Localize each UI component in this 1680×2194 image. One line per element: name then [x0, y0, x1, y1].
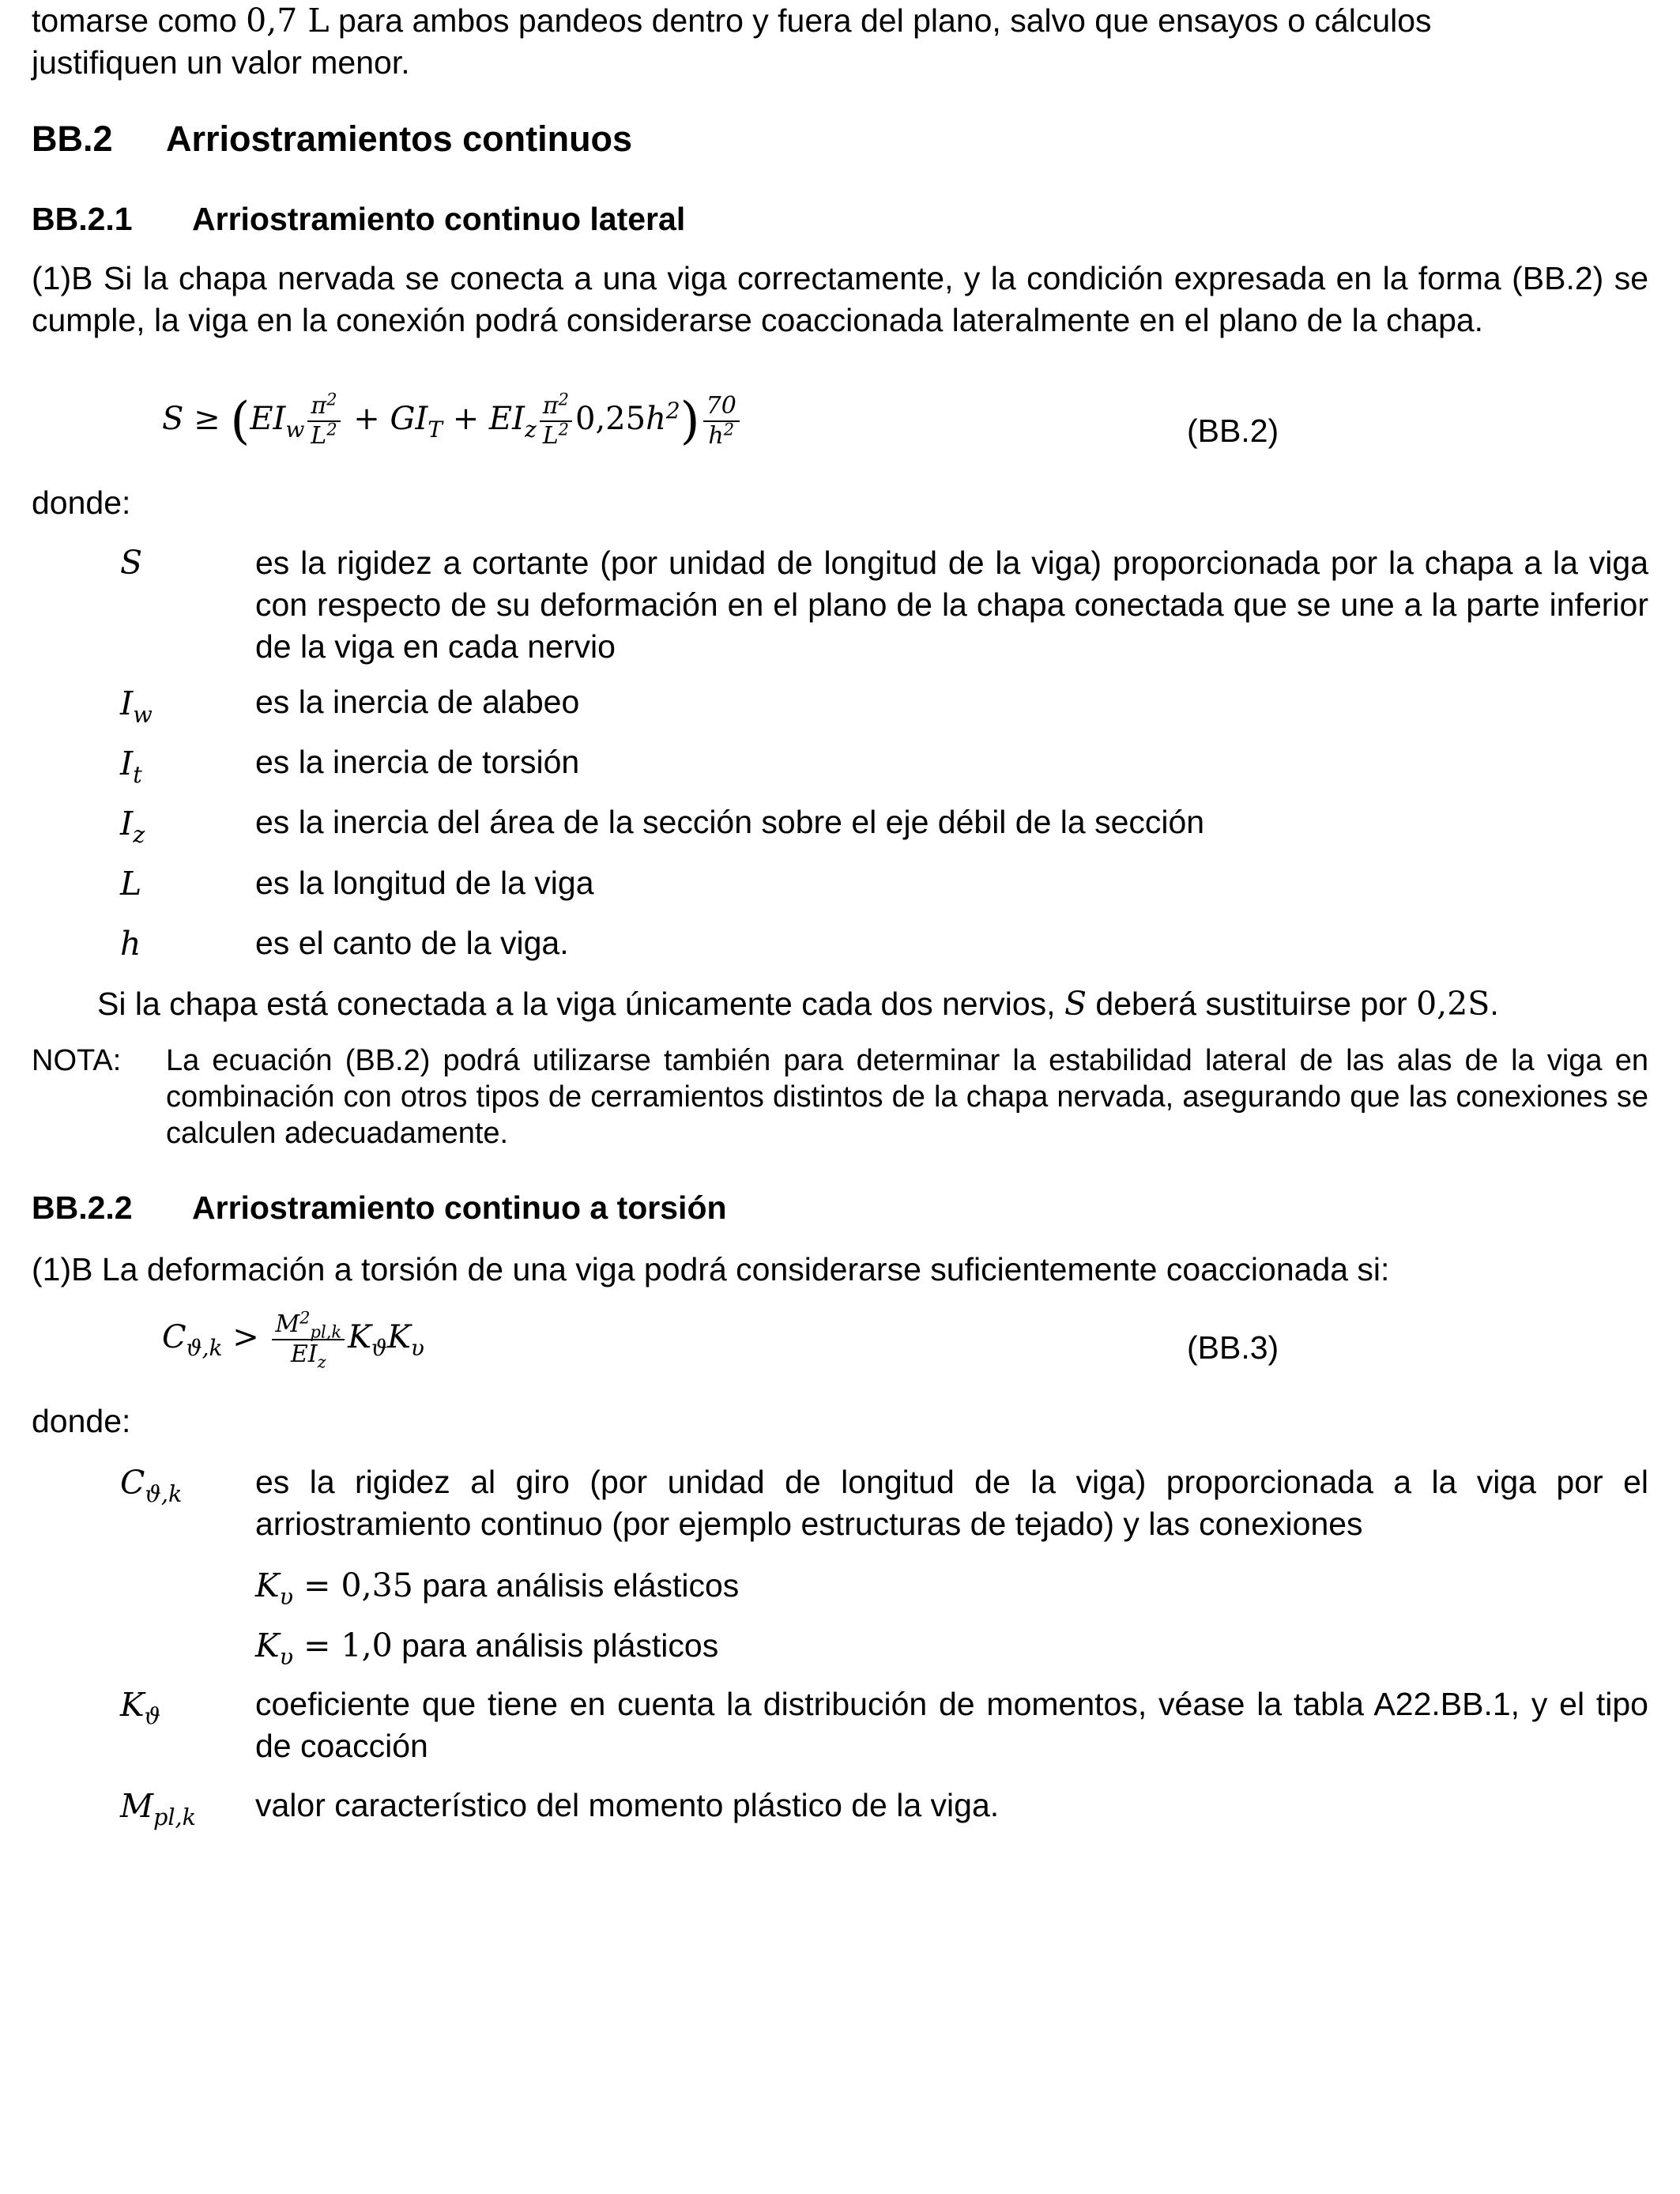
kv-symbol: $K_\upsilon$: [255, 1566, 294, 1611]
symbol-iw: $I_w$: [120, 684, 153, 729]
equation-bb2: $S \ge (EI_w$ $\frac{\pi^2}{L^2}$ + $GI_T + EI_z$ $\frac{\pi^2}{L^2}$ $0,25h^2$) $\frac{70}{h^2}$: [162, 392, 743, 450]
definition-iw: es la inercia de alabeo: [255, 684, 580, 720]
remark-value: 0,2S: [1416, 985, 1490, 1023]
donde-label: donde:: [32, 484, 131, 521]
bb21-paragraph: (1)B Si la chapa nervada se conecta a una viga correctamente, y la condición expresada en la forma (BB.2) se cumple, la viga en la conexión podrá considerarse coaccionada lateralmente en el plano de la chapa.: [32, 260, 1648, 338]
section-number: BB.2.1: [32, 201, 133, 237]
symbol-h: h: [120, 925, 141, 963]
definition-m-pl-k: valor característico del momento plástico de la viga.: [255, 1787, 1000, 1823]
section-heading-bb22: [32, 1189, 727, 1227]
remark-symbol: S: [1064, 985, 1087, 1023]
definition-it: es la inercia de torsión: [255, 744, 580, 780]
kv-plastic-line: [255, 1625, 1648, 1671]
definition-l: es la longitud de la viga: [255, 865, 594, 901]
section-number: BB.2: [32, 119, 113, 159]
symbol-l: L: [120, 865, 142, 903]
equation-bb3: $C_{ϑ,k}$ > $\frac{M^2_{pl,k}}{EI_z}$ $K_ϑK_\upsilon$: [162, 1308, 424, 1372]
kv-elastic-value: = 0,35: [293, 1566, 413, 1604]
intro-paragraph: [32, 0, 1648, 42]
remark-text-mid: deberá sustituirse por: [1087, 986, 1417, 1022]
definition-k-theta: coeficiente que tiene en cuenta la distribución de momentos, véase la tabla A22.BB.1, y el tipo de coacción: [255, 1686, 1648, 1764]
intro-text: tomarse como: [32, 2, 247, 39]
kv-plastic-text: para análisis plásticos: [392, 1627, 719, 1664]
equation-number-bb3: (BB.3): [1187, 1329, 1279, 1366]
definition-s: es la rigidez a cortante (por unidad de longitud de la viga) proporcionada por la chapa a la viga con respecto de su deformación en el plano de la chapa conectada que se une a la parte inferior de la viga en cada nervio: [255, 545, 1648, 665]
intro-math: 0,7 L: [246, 2, 330, 40]
section-title: Arriostramiento continuo a torsión: [192, 1189, 727, 1226]
symbol-m-pl-k: $M_{pl,k}$: [120, 1787, 197, 1831]
remark-text: Si la chapa está conectada a la viga únicamente cada dos nervios,: [97, 986, 1064, 1022]
note-text: La ecuación (BB.2) podrá utilizarse también para determinar la estabilidad lateral de las alas de la viga en combinación con otros tipos de cerramientos distintos de la chapa nervada, asegurando que las conexiones se calculen adecuadamente.: [166, 1044, 1648, 1150]
donde-label-2: donde:: [32, 1403, 131, 1439]
symbol-k-theta: $K_ϑ$: [120, 1686, 161, 1730]
symbol-it: $I_t$: [120, 745, 142, 789]
kv-elastic-line: [255, 1565, 1648, 1611]
bb22-paragraph: (1)B La deformación a torsión de una viga podrá considerarse suficientemente coaccionada si:: [32, 1251, 1390, 1287]
symbol-iz: $I_z$: [120, 805, 145, 849]
definition-h: es el canto de la viga.: [255, 925, 569, 961]
section-heading-bb21: [32, 201, 685, 238]
kv-plastic-value: = 1,0: [293, 1627, 393, 1664]
intro-line-2: justifiquen un valor menor.: [32, 44, 410, 81]
intro-text-cont: para ambos pandeos dentro y fuera del plano, salvo que ensayos o cálculos: [329, 2, 1432, 39]
symbol-s: S: [120, 544, 143, 582]
definition-c-theta-k: es la rigidez al giro (por unidad de longitud de la viga) proporcionada a la viga por el arriostramiento continuo (por ejemplo estructuras de tejado) y las conexiones: [255, 1464, 1648, 1542]
kv-elastic-text: para análisis elásticos: [412, 1567, 740, 1604]
definition-iz: es la inercia del área de la sección sobre el eje débil de la sección: [255, 804, 1205, 840]
section-number: BB.2.2: [32, 1189, 133, 1226]
equation-number-bb2: (BB.2): [1187, 413, 1279, 449]
remark-line: [97, 983, 1648, 1024]
section-title: Arriostramiento continuo lateral: [192, 201, 686, 237]
document-page: [32, 0, 1648, 2194]
note-label: NOTA:: [32, 1044, 122, 1077]
section-heading-bb2: [32, 119, 632, 160]
remark-end: .: [1490, 986, 1499, 1022]
symbol-c-theta-k: $C_{ϑ,k}$: [120, 1464, 183, 1508]
kv-symbol: $K_\upsilon$: [255, 1627, 294, 1671]
section-title: Arriostramientos continuos: [166, 119, 633, 159]
